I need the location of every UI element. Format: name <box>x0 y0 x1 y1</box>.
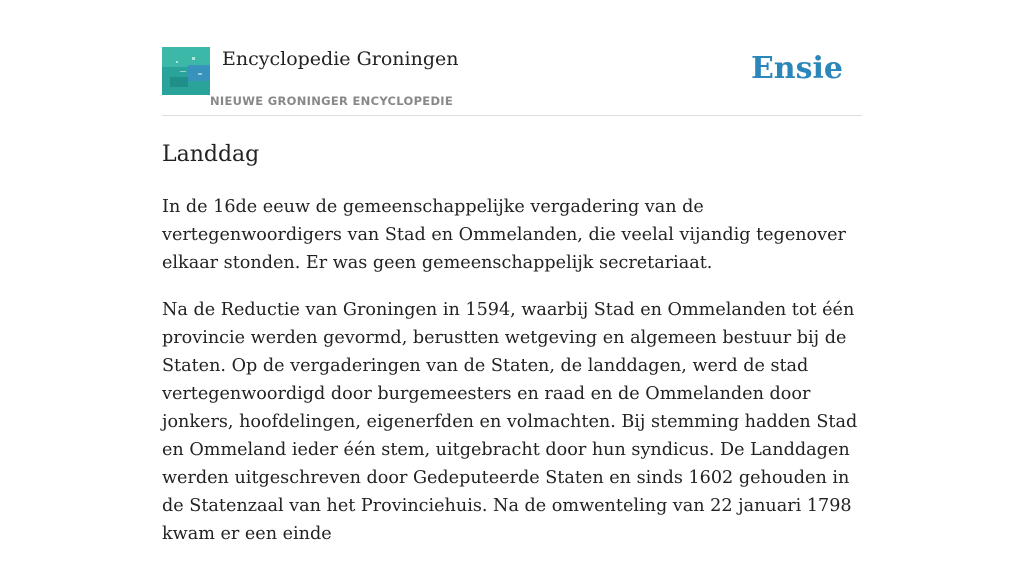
site-header <box>162 47 862 116</box>
article-paragraph: Na de Reductie van Groningen in 1594, waarbij Stad en Ommelanden tot één provincie werden gevormd, berustten wetgeving en algemeen bestuur bij de Staten. Op de vergaderingen van de Staten, de landdagen, werd de stad vertegenwoordigd door burgemeesters en raad en de Ommelanden door jonkers, hoofdelingen, eigenerfden en volmachten. Bij stemming hadden Stad en Ommeland ieder één stem, uitgebracht door hun syndicus. De Landdagen werden uitgeschreven door Gedeputeerde Staten en sinds 1602 gehouden in de Statenzaal van het Provinciehuis. Na de omwenteling van 22 januari 1798 kwam er een einde <box>162 300 858 544</box>
article-body <box>162 193 862 567</box>
article-paragraph: In de 16de eeuw de gemeenschappelijke vergadering van de vertegenwoordigers van Stad en Ommelanden, die veelal vijandig tegenover elkaar stonden. Er was geen gemeenschappelijk secretariaat. <box>162 197 846 273</box>
groningen-logo-icon[interactable] <box>162 47 210 95</box>
brand-logo[interactable]: Ensie <box>750 51 843 86</box>
site-subtitle: NIEUWE GRONINGER ENCYCLOPEDIE <box>210 94 454 108</box>
article-title: Landdag <box>162 142 260 167</box>
site-title[interactable]: Encyclopedie Groningen <box>222 48 459 70</box>
